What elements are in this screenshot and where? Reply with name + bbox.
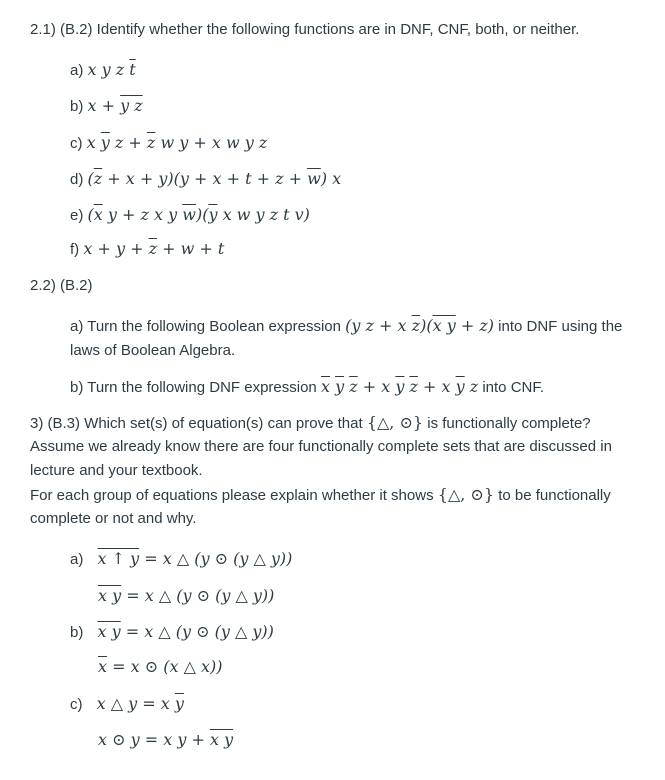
- item-label: d): [70, 171, 84, 188]
- q3-group-a-eq1: [70, 547, 653, 572]
- q3-group-b-eq1: [70, 620, 653, 645]
- equation: x △ y = x $\overline{y}$: [96, 694, 184, 713]
- part-a-suffix: into DNF using the: [498, 318, 623, 335]
- overlined-term: $\overline{z}$: [411, 316, 421, 335]
- q22-part-b: [70, 375, 653, 400]
- overlined-term: y z: [120, 96, 143, 115]
- equation: x ↑ y = x △ (y ⊙ (y △ y)): [97, 549, 293, 568]
- overlined-term: $\overline{t}$: [129, 60, 136, 79]
- overlined-term: $\overline{x}$: [93, 205, 103, 224]
- q3-line5: complete or not and why.: [30, 510, 197, 527]
- boolean-expression: x $\overline{y}$ $z + \overline{z}$ w y + x w y z: [86, 133, 268, 152]
- equation: x ⊙ y = x y + x y: [98, 730, 234, 749]
- operator-set: {△, ⊙}: [437, 485, 495, 504]
- q3-line1-suffix: is functionally complete?: [427, 415, 591, 432]
- equation: x y = x △ (y ⊙ (y △ y)): [97, 622, 274, 641]
- q3-line4: [30, 483, 653, 508]
- q3-line3: lecture and your textbook.: [30, 462, 203, 479]
- equation: $\overline{x} = x$ ⊙ (x △ x)): [98, 657, 223, 676]
- item-label: a): [70, 62, 84, 79]
- overlined-term: x y: [209, 730, 234, 749]
- q3-line4-prefix: For each group of equations please explain whether it shows: [30, 487, 434, 504]
- q3-group-b-eq2: [98, 655, 653, 680]
- q3-line1: [30, 411, 653, 436]
- group-label: a): [70, 551, 84, 568]
- group-label: b): [70, 624, 84, 641]
- q21-item-f: [70, 237, 653, 262]
- q3-group-c-eq1: [70, 692, 653, 717]
- q21-item-c: [70, 131, 653, 156]
- overlined-term: $\overline{y}$: [100, 133, 110, 152]
- boolean-expression: x y z $\overline{t}$: [87, 60, 136, 79]
- boolean-expression: $\overline{x}$ $\overline{y}$ $\overline{z} + x$ $\overline{y}$ $\overline{z} + x$ $\overline{y}$ z: [320, 377, 479, 396]
- q21-item-d: [70, 167, 653, 192]
- overlined-term: $\overline{x}$: [98, 657, 108, 676]
- q22-part-a-line2: laws of Boolean Algebra.: [70, 342, 236, 359]
- q3-line4-suffix: to be functionally: [498, 487, 611, 504]
- part-a-prefix: a) Turn the following Boolean expression: [70, 318, 341, 335]
- overlined-term: $\overline{x}$: [320, 377, 330, 396]
- boolean-expression: $(\overline{z} + x + y)(y + x + t + z + \overline{w})$ x: [87, 169, 342, 188]
- overlined-term: $\overline{y}$: [335, 377, 345, 396]
- overlined-term: x y: [432, 316, 456, 335]
- q21-item-b: [70, 94, 653, 119]
- overlined-term: $\overline{z}$: [409, 377, 418, 396]
- overlined-term: $\overline{z}$: [148, 239, 157, 258]
- boolean-expression: ($\overline{x}$ y + z x y $\overline{w})(\overline{y}$ x w y z t v): [87, 205, 310, 224]
- boolean-expression: $x + y + \overline{z} + w + t$: [83, 239, 225, 258]
- part-b-suffix: into CNF.: [482, 379, 545, 396]
- q3-line1-prefix: 3) (B.3) Which set(s) of equation(s) can prove that: [30, 415, 363, 432]
- overlined-term: $\overline{y}$: [395, 377, 405, 396]
- q21-item-e: [70, 203, 653, 228]
- q3-line2: Assume we already know there are four functionally complete sets that are discussed in: [30, 438, 612, 455]
- item-label: e): [70, 207, 84, 224]
- overlined-term: $\overline{z}$: [349, 377, 358, 396]
- q21-title: 2.1) (B.2) Identify whether the following functions are in DNF, CNF, both, or neither.: [30, 21, 580, 38]
- overlined-term: $\overline{z}$: [93, 169, 103, 188]
- overlined-term: $\overline{z}$: [146, 133, 156, 152]
- operator-set: {△, ⊙}: [366, 413, 424, 432]
- overlined-term: $\overline{w}$: [307, 169, 321, 188]
- q22-title: 2.2) (B.2): [30, 277, 93, 294]
- overlined-term: x ↑ y: [97, 549, 140, 568]
- item-label: f): [70, 241, 80, 258]
- q3-group-c-eq2: [98, 728, 653, 753]
- boolean-expression: (y z + x $\overline{z})(x$ y + z): [345, 316, 494, 335]
- equation: x y = x △ (y ⊙ (y △ y)): [98, 586, 275, 605]
- q22-part-a: [70, 314, 653, 339]
- item-label: b): [70, 98, 84, 115]
- overlined-term: x y: [97, 622, 121, 641]
- overlined-term: $\overline{w}$: [182, 205, 196, 224]
- overlined-term: x y: [98, 586, 122, 605]
- overlined-term: $\overline{y}$: [455, 377, 465, 396]
- group-label: c): [70, 696, 83, 713]
- part-b-prefix: b) Turn the following DNF expression: [70, 379, 317, 396]
- overlined-term: $\overline{y}$: [174, 694, 184, 713]
- item-label: c): [70, 135, 83, 152]
- boolean-expression: x + y z: [87, 96, 143, 115]
- q3-group-a-eq2: [98, 584, 653, 609]
- overlined-term: $\overline{y}$: [208, 205, 218, 224]
- q21-item-a: [70, 58, 653, 83]
